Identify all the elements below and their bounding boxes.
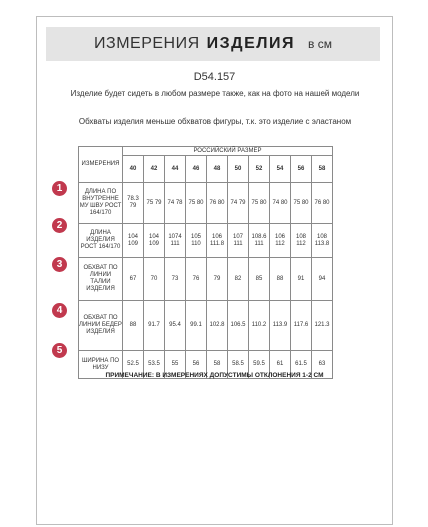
value-cell: 70 bbox=[144, 258, 165, 301]
value-cell: 102.8 bbox=[207, 301, 228, 351]
value-cell: 91.7 bbox=[144, 301, 165, 351]
title-unit: в см bbox=[307, 37, 332, 51]
table-row bbox=[79, 301, 333, 351]
value-cell: 79 bbox=[207, 258, 228, 301]
value-cell: 74 80 bbox=[270, 183, 291, 224]
size-chart-sheet bbox=[36, 16, 393, 525]
size-cell: 48 bbox=[207, 156, 228, 183]
row-label: ОБХВАТ ПО ЛИНИИ БЕДЕР ИЗДЕЛИЯ bbox=[79, 301, 123, 351]
tolerance-remark: ПРИМЕЧАНИЕ: В ИЗМЕРЕНИЯХ ДОПУСТИМЫ ОТКЛОНЕНИЯ 1-2 СМ bbox=[105, 372, 324, 379]
value-cell: 94 bbox=[312, 258, 333, 301]
value-cell: 76 80 bbox=[312, 183, 333, 224]
size-cell: 46 bbox=[186, 156, 207, 183]
title-part2: ИЗДЕЛИЯ bbox=[206, 35, 295, 52]
value-cell: 82 bbox=[228, 258, 249, 301]
size-header: РОССИЙСКИЙ РАЗМЕР bbox=[123, 147, 333, 156]
title-banner bbox=[46, 27, 380, 61]
value-cell: 106 111.8 bbox=[207, 224, 228, 258]
table-row bbox=[79, 258, 333, 301]
value-cell: 75 80 bbox=[249, 183, 270, 224]
value-cell: 78.3 79 bbox=[123, 183, 144, 224]
value-cell: 74 79 bbox=[228, 183, 249, 224]
value-cell: 75 80 bbox=[291, 183, 312, 224]
value-cell: 108 112 bbox=[291, 224, 312, 258]
value-cell: 1074 111 bbox=[165, 224, 186, 258]
value-cell: 110.2 bbox=[249, 301, 270, 351]
size-table bbox=[78, 146, 333, 379]
value-cell: 99.1 bbox=[186, 301, 207, 351]
value-cell: 67 bbox=[123, 258, 144, 301]
size-cell: 42 bbox=[144, 156, 165, 183]
value-cell: 74 78 bbox=[165, 183, 186, 224]
number-badge-5: 5 bbox=[52, 343, 67, 358]
value-cell: 106 112 bbox=[270, 224, 291, 258]
value-cell: 56 bbox=[186, 351, 207, 379]
number-badge-2: 2 bbox=[52, 218, 67, 233]
value-cell: 76 bbox=[186, 258, 207, 301]
value-cell: 85 bbox=[249, 258, 270, 301]
size-cell: 58 bbox=[312, 156, 333, 183]
size-cell: 56 bbox=[291, 156, 312, 183]
title-part1: ИЗМЕРЕНИЯ bbox=[94, 35, 200, 52]
value-cell: 58.5 bbox=[228, 351, 249, 379]
row-label: ДЛИНА ПО ВНУТРЕННЕ МУ ШВУ РОСТ 164/170 bbox=[79, 183, 123, 224]
value-cell: 108.6 111 bbox=[249, 224, 270, 258]
value-cell: 52.5 bbox=[123, 351, 144, 379]
value-cell: 104 109 bbox=[123, 224, 144, 258]
size-cell: 52 bbox=[249, 156, 270, 183]
value-cell: 75 79 bbox=[144, 183, 165, 224]
fit-note: Изделие будет сидеть в любом размере также, как на фото на нашей модели bbox=[70, 89, 360, 98]
table-row bbox=[79, 183, 333, 224]
value-cell: 53.5 bbox=[144, 351, 165, 379]
value-cell: 58 bbox=[207, 351, 228, 379]
value-cell: 55 bbox=[165, 351, 186, 379]
value-cell: 91 bbox=[291, 258, 312, 301]
value-cell: 105 110 bbox=[186, 224, 207, 258]
size-cell: 50 bbox=[228, 156, 249, 183]
value-cell: 121.3 bbox=[312, 301, 333, 351]
product-code: D54.157 bbox=[193, 71, 236, 83]
value-cell: 76 80 bbox=[207, 183, 228, 224]
size-cell: 40 bbox=[123, 156, 144, 183]
number-badge-1: 1 bbox=[52, 181, 67, 196]
value-cell: 107 111 bbox=[228, 224, 249, 258]
value-cell: 113.9 bbox=[270, 301, 291, 351]
elastane-note: Обхваты изделия меньше обхватов фигуры, т.к. это изделие с эластаном bbox=[78, 117, 352, 126]
value-cell: 104 109 bbox=[144, 224, 165, 258]
number-badge-4: 4 bbox=[52, 303, 67, 318]
row-label: ДЛИНА ИЗДЕЛИЯ РОСТ 164/170 bbox=[79, 224, 123, 258]
size-cell: 54 bbox=[270, 156, 291, 183]
number-badge-3: 3 bbox=[52, 257, 67, 272]
row-label: ШИРИНА ПО НИЗУ bbox=[79, 351, 123, 379]
value-cell: 63 bbox=[312, 351, 333, 379]
value-cell: 59.5 bbox=[249, 351, 270, 379]
value-cell: 88 bbox=[123, 301, 144, 351]
measure-header: ИЗМЕРЕНИЯ bbox=[79, 147, 123, 183]
value-cell: 73 bbox=[165, 258, 186, 301]
value-cell: 61 bbox=[270, 351, 291, 379]
value-cell: 95.4 bbox=[165, 301, 186, 351]
value-cell: 88 bbox=[270, 258, 291, 301]
value-cell: 117.6 bbox=[291, 301, 312, 351]
value-cell: 75 80 bbox=[186, 183, 207, 224]
value-cell: 106.5 bbox=[228, 301, 249, 351]
row-label: ОБХВАТ ПО ЛИНИИ ТАЛИИ ИЗДЕЛИЯ bbox=[79, 258, 123, 301]
value-cell: 108 113.8 bbox=[312, 224, 333, 258]
value-cell: 61.5 bbox=[291, 351, 312, 379]
size-cell: 44 bbox=[165, 156, 186, 183]
table-row bbox=[79, 224, 333, 258]
